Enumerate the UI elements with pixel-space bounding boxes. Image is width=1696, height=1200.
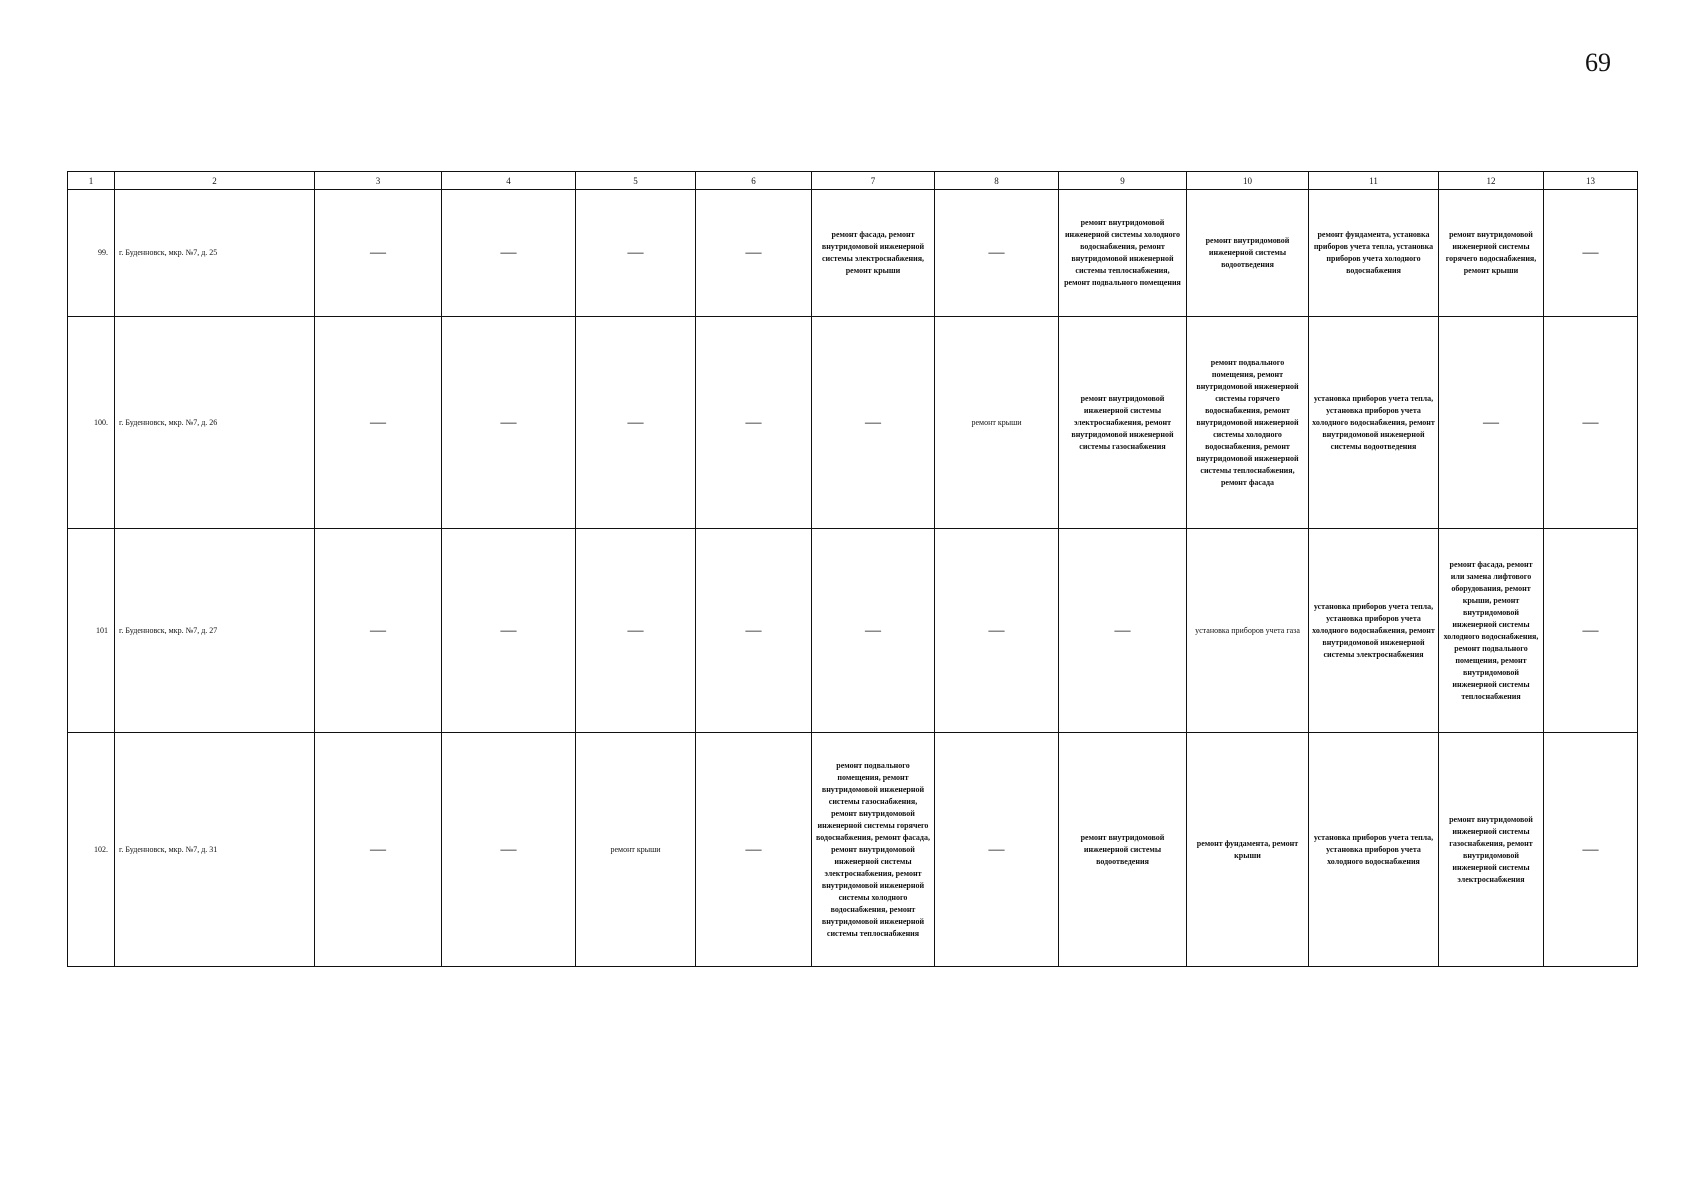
address-cell: г. Буденновск, мкр. №7, д. 26	[115, 317, 315, 529]
table-cell: —	[576, 317, 696, 529]
table-cell: —	[812, 317, 935, 529]
table-cell: ремонт крыши	[935, 317, 1059, 529]
table-cell: ремонт внутридомовой инженерной системы водоотведения	[1187, 190, 1309, 317]
table-cell: ремонт крыши	[576, 733, 696, 967]
table-cell: —	[696, 529, 812, 733]
table-cell: —	[696, 190, 812, 317]
table-cell: ремонт подвального помещения, ремонт внутридомовой инженерной системы горячего водоснабжения, ремонт внутридомовой инженерной системы холодного водоснабжения, ремонт внутридомовой инженерной системы теплоснабжения, ремонт фасада	[1187, 317, 1309, 529]
column-header: 10	[1187, 172, 1309, 190]
table-cell: —	[1544, 733, 1638, 967]
table-cell: установка приборов учета газа	[1187, 529, 1309, 733]
row-number: 99.	[68, 190, 115, 317]
table-cell: —	[696, 733, 812, 967]
column-header: 12	[1439, 172, 1544, 190]
table-cell: ремонт фасада, ремонт внутридомовой инженерной системы электроснабжения, ремонт крыши	[812, 190, 935, 317]
column-header: 6	[696, 172, 812, 190]
table-cell: —	[935, 529, 1059, 733]
repair-schedule-table	[67, 171, 1638, 967]
table-cell: ремонт подвального помещения, ремонт внутридомовой инженерной системы газоснабжения, ремонт внутридомовой инженерной системы горячего водоснабжения, ремонт фасада, ремонт внутридомовой инженерной системы электроснабжения, ремонт внутридомовой инженерной системы холодного водоснабжения, ремонт внутридомовой инженерной системы теплоснабжения	[812, 733, 935, 967]
table-cell: ремонт внутридомовой инженерной системы водоотведения	[1059, 733, 1187, 967]
column-header: 3	[315, 172, 442, 190]
table-row	[68, 190, 1638, 317]
column-header: 9	[1059, 172, 1187, 190]
table-cell: —	[1544, 190, 1638, 317]
table-cell: —	[442, 733, 576, 967]
table-cell: —	[1059, 529, 1187, 733]
table-cell: —	[442, 529, 576, 733]
table-cell: —	[442, 317, 576, 529]
address-cell: г. Буденновск, мкр. №7, д. 25	[115, 190, 315, 317]
row-number: 101	[68, 529, 115, 733]
column-header: 7	[812, 172, 935, 190]
row-number: 100.	[68, 317, 115, 529]
table-cell: ремонт фундамента, установка приборов учета тепла, установка приборов учета холодного водоснабжения	[1309, 190, 1439, 317]
table-cell: ремонт внутридомовой инженерной системы газоснабжения, ремонт внутридомовой инженерной системы электроснабжения	[1439, 733, 1544, 967]
column-header: 5	[576, 172, 696, 190]
table-cell: —	[1439, 317, 1544, 529]
table-cell: —	[812, 529, 935, 733]
table-cell: —	[315, 529, 442, 733]
table-cell: ремонт фундамента, ремонт крыши	[1187, 733, 1309, 967]
row-number: 102.	[68, 733, 115, 967]
table-cell: —	[935, 733, 1059, 967]
table-row	[68, 317, 1638, 529]
table-cell: ремонт внутридомовой инженерной системы электроснабжения, ремонт внутридомовой инженерной системы газоснабжения	[1059, 317, 1187, 529]
table-row	[68, 733, 1638, 967]
column-header: 1	[68, 172, 115, 190]
table-cell: —	[576, 529, 696, 733]
table-cell: —	[315, 317, 442, 529]
table-cell: ремонт фасада, ремонт или замена лифтового оборудования, ремонт крыши, ремонт внутридомовой инженерной системы холодного водоснабжения, ремонт подвального помещения, ремонт внутридомовой инженерной системы теплоснабжения	[1439, 529, 1544, 733]
table-cell: —	[442, 190, 576, 317]
table-cell: —	[696, 317, 812, 529]
page-number: 69	[1585, 48, 1611, 77]
address-cell: г. Буденновск, мкр. №7, д. 31	[115, 733, 315, 967]
table-cell: ремонт внутридомовой инженерной системы холодного водоснабжения, ремонт внутридомовой инженерной системы теплоснабжения, ремонт подвального помещения	[1059, 190, 1187, 317]
table-cell: —	[576, 190, 696, 317]
column-header: 11	[1309, 172, 1439, 190]
table-cell: установка приборов учета тепла, установка приборов учета холодного водоснабжения, ремонт внутридомовой инженерной системы водоотведения	[1309, 317, 1439, 529]
table-row	[68, 529, 1638, 733]
table-cell: ремонт внутридомовой инженерной системы горячего водоснабжения, ремонт крыши	[1439, 190, 1544, 317]
table-cell: —	[315, 190, 442, 317]
table-cell: установка приборов учета тепла, установка приборов учета холодного водоснабжения	[1309, 733, 1439, 967]
table-cell: —	[935, 190, 1059, 317]
column-header: 8	[935, 172, 1059, 190]
table-cell: —	[1544, 529, 1638, 733]
column-header: 13	[1544, 172, 1638, 190]
table-cell: —	[315, 733, 442, 967]
column-header: 2	[115, 172, 315, 190]
table-cell: установка приборов учета тепла, установка приборов учета холодного водоснабжения, ремонт внутридомовой инженерной системы электроснабжения	[1309, 529, 1439, 733]
column-header: 4	[442, 172, 576, 190]
table-cell: —	[1544, 317, 1638, 529]
column-number-row	[68, 172, 1638, 190]
address-cell: г. Буденновск, мкр. №7, д. 27	[115, 529, 315, 733]
